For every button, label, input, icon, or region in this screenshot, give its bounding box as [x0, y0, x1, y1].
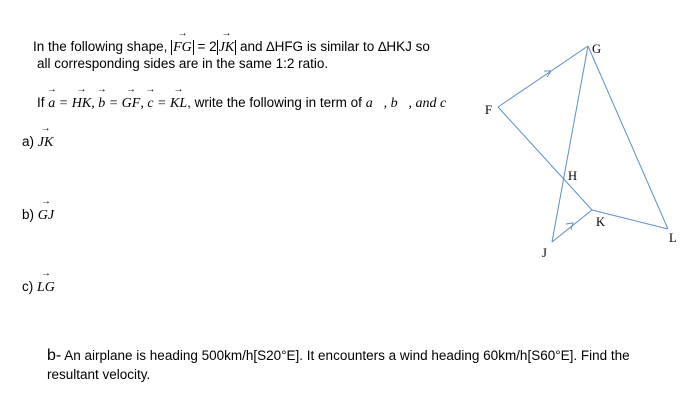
problem-b-line-2: resultant velocity.: [47, 367, 151, 382]
given-line: If → a = → HK, → b = → GF, → c = → KL, write the following in term of a⃗, b⃗, and c⃗: [37, 92, 457, 112]
segment-gj: [552, 46, 588, 242]
point-label-h: H: [568, 169, 578, 183]
point-label-k: K: [596, 215, 606, 229]
part-b: b) → GJ: [22, 204, 54, 224]
segment-fk: [498, 107, 592, 210]
intro-line-2: all corresponding sides are in the same 1:2 ratio.: [37, 56, 329, 71]
point-label-l: L: [669, 231, 677, 245]
part-a: a) → JK: [22, 131, 53, 151]
jk-magnitude: → JK: [217, 40, 237, 55]
problem-b-line-1: b- An airplane is heading 500km/h[S20°E]. It encounters a wind heading 60km/h[S60°E]. Find the: [47, 347, 630, 364]
intro-line-1: In the following shape, → FG = 2→ JK and ∆HFG is similar to ∆HKJ so: [33, 36, 430, 56]
segment-fg: [498, 46, 588, 107]
triangle-diagram: [470, 30, 690, 260]
fg-magnitude: → FG: [171, 40, 194, 55]
arrow-jk: [566, 223, 573, 230]
point-label-j: J: [542, 246, 547, 260]
point-label-f: F: [485, 103, 492, 117]
part-c: c) → LG: [22, 276, 55, 296]
point-label-g: G: [592, 42, 602, 56]
segment-gl: [588, 46, 668, 229]
